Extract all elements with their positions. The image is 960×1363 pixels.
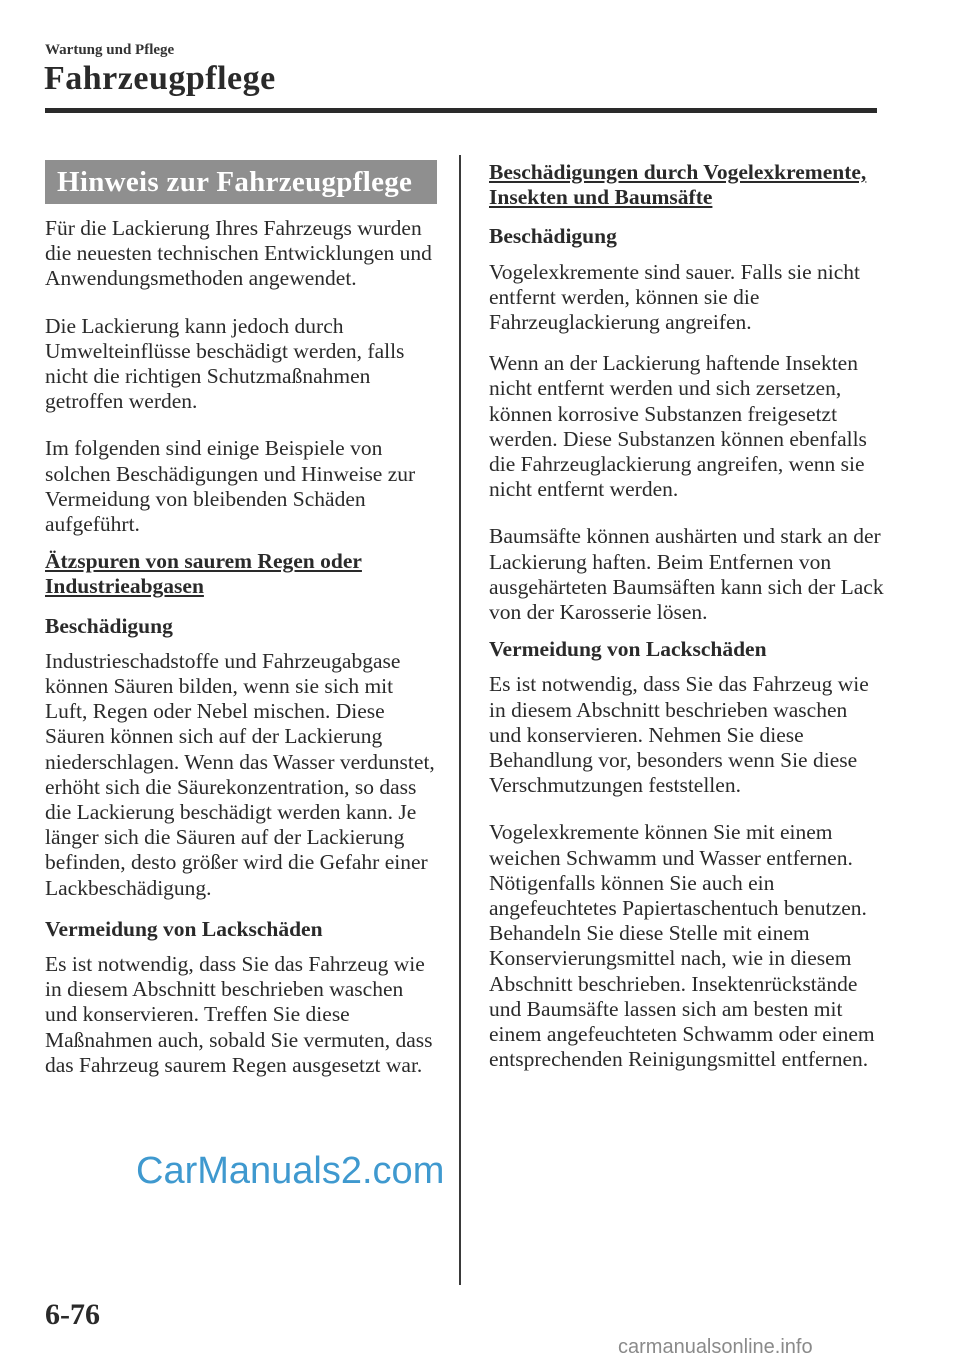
acid-rain-prevention-text: Es ist notwendig, dass Sie das Fahrzeug wie in diesem Abschnitt beschrieben waschen und konservieren. Treffen Sie diese Maßnahmen auch, sobald Sie vermuten, dass das Fahrzeug saurem Regen ausgesetzt war. (45, 952, 433, 1077)
bird-droppings-prevention-paragraph: Vogelexkremente können Sie mit einem weichen Schwamm und Wasser entfernen. Nötigenfalls können Sie auch ein angefeuchtetes Papiertaschentuch benutzen. Behandeln Sie diese Stelle mit einem Konservierungsmittel nach, wie in diesem Abschnitt beschrieben. Insektenrückstände und Baumsäfte lassen sich am besten mit einem angefeuchteten Schwamm oder einem entsprechenden Reinigungsmittel entfernen. (489, 820, 875, 1072)
bird-droppings-damage-label: Beschädigung (489, 224, 617, 249)
intro-paragraph: Im folgenden sind einige Beispiele von solchen Beschädigungen und Hinweise zur Vermeidung von bleibenden Schäden aufgeführt. (45, 436, 416, 537)
bird-droppings-damage-paragraph: Vogelexkremente sind sauer. Falls sie nicht entfernt werden, können sie die Fahrzeuglackierung angreifen. (489, 259, 861, 335)
right-column (489, 160, 884, 1095)
acid-rain-damage-label: Beschädigung (45, 613, 173, 638)
acid-rain-damage-text: Industrieschadstoffe und Fahrzeugabgase können Säuren bilden, wenn sie sich mit Luft, Regen oder Nebel mischen. Diese Säuren können sich auf der Lackierung niederschlagen. Wenn das Wasser verdunstet, erhöht sich die Säurekonzentration, so dass die Lackierung beschädigt werden kann. Je länger sich die Säuren auf der Lackierung befinden, desto größer wird die Gefahr einer Lackbeschädigung. (45, 648, 435, 900)
intro-paragraph: Die Lackierung kann jedoch durch Umwelteinflüsse beschädigt werden, falls nicht die richtigen Schutzmaßnahmen getroffen werden. (45, 313, 405, 414)
breadcrumb: Wartung und Pflege (45, 42, 175, 58)
bird-droppings-damage-paragraph: Wenn an der Lackierung haftende Insekten nicht entfernt werden und sich zersetzen, können korrosive Substanzen freigesetzt werden. Diese Substanzen können ebenfalls die Fahrzeuglackierung angreifen, wenn sie nicht entfernt werden. (489, 351, 867, 502)
watermark-logo: CarManuals2.com (136, 1150, 445, 1192)
bird-droppings-damage-paragraph: Baumsäfte können aushärten und stark an der Lackierung haften. Beim Entfernen von ausgehärteten Baumsäften kann sich der Lack von der Karosserie lösen. (489, 524, 884, 625)
acid-rain-prevention-label: Vermeidung von Lackschäden (45, 916, 323, 941)
page-title: Fahrzeugpflege (44, 60, 276, 97)
footer-site-link[interactable]: carmanualsonline.info (618, 1336, 813, 1358)
page-number: 6-76 (45, 1298, 100, 1331)
section-title: Hinweis zur Fahrzeugpflege (45, 160, 437, 204)
bird-droppings-prevention-label: Vermeidung von Lackschäden (489, 637, 767, 662)
acid-rain-heading: Ätzspuren von saurem Regen oder Industrieabgasen (45, 549, 362, 599)
bird-droppings-heading: Beschädigungen durch Vogelexkremente, Insekten und Baumsäfte (489, 160, 867, 210)
column-divider (459, 155, 461, 1285)
bird-droppings-prevention-paragraph: Es ist notwendig, dass Sie das Fahrzeug wie in diesem Abschnitt beschrieben waschen und konservieren. Nehmen Sie diese Behandlung vor, besonders wenn Sie diese Verschmutzungen feststellen. (489, 672, 869, 798)
intro-paragraph: Für die Lackierung Ihres Fahrzeugs wurden die neuesten technischen Entwicklungen und Anwendungsmethoden angewendet. (45, 216, 432, 291)
left-column (45, 160, 437, 1094)
header-rule (45, 108, 877, 113)
